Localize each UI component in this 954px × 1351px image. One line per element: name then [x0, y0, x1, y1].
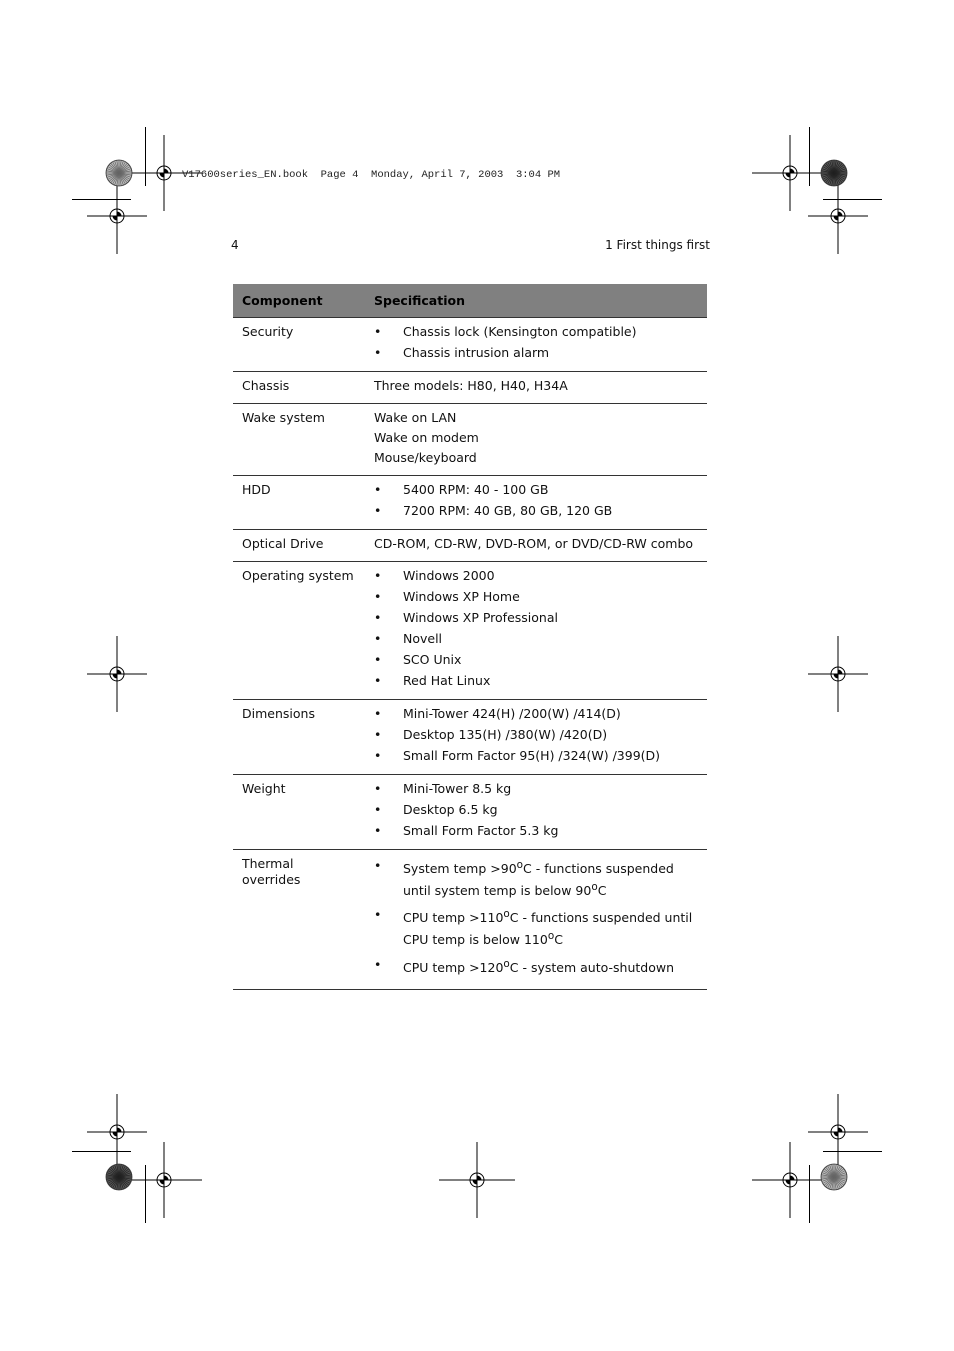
specification-cell	[365, 530, 707, 562]
list-item: • SCO Unix	[374, 650, 699, 670]
table-row	[233, 775, 707, 850]
table-body	[233, 318, 707, 850]
list-item: • Desktop 6.5 kg	[374, 800, 699, 820]
spec-line: Mouse/keyboard	[374, 450, 477, 465]
spec-line: Wake on modem	[374, 430, 479, 445]
spec-line: CD-ROM, CD-RW, DVD-ROM, or DVD/CD-RW combo	[374, 536, 694, 551]
crosshair-icon	[437, 1140, 517, 1220]
crosshair-icon	[750, 1140, 830, 1220]
degree-sup: o	[503, 957, 510, 970]
list-item: • Small Form Factor 5.3 kg	[374, 821, 699, 841]
bullet-list	[374, 480, 699, 521]
crop-line	[823, 1151, 882, 1152]
table-row	[233, 530, 707, 562]
component-cell: Optical Drive	[233, 530, 365, 562]
component-cell: Dimensions	[233, 700, 365, 775]
list-item: • 7200 RPM: 40 GB, 80 GB, 120 GB	[374, 501, 699, 521]
specification-cell	[365, 562, 707, 700]
list-item: • Windows XP Home	[374, 587, 699, 607]
crop-line	[823, 199, 882, 200]
list-item: • Windows 2000	[374, 566, 699, 586]
degree-sup: o	[591, 881, 598, 894]
crop-line	[809, 1165, 810, 1223]
thermal-label-line2: overrides	[242, 872, 301, 887]
component-cell	[233, 850, 365, 990]
print-slug: V17600series_EN.book Page 4 Monday, April 7, 2003 3:04 PM	[182, 169, 561, 181]
list-item: • Mini-Tower 8.5 kg	[374, 779, 699, 799]
component-cell: Wake system	[233, 404, 365, 476]
bullet-list	[374, 704, 699, 766]
bullet-list	[374, 779, 699, 841]
thermal-text: C	[597, 883, 607, 899]
list-item: • Chassis lock (Kensington compatible)	[374, 322, 699, 342]
specification-table	[233, 284, 707, 990]
crosshair-icon	[77, 634, 157, 714]
list-item	[374, 905, 699, 949]
component-cell: Operating system	[233, 562, 365, 700]
component-cell: HDD	[233, 476, 365, 530]
specification-cell	[365, 775, 707, 850]
specification-cell	[365, 850, 707, 990]
component-cell: Chassis	[233, 372, 365, 404]
table-row	[233, 476, 707, 530]
spec-line: Three models: H80, H40, H34A	[374, 378, 568, 393]
thermal-text: C - functions suspended until CPU temp is below 110	[403, 910, 693, 948]
table-row	[233, 318, 707, 372]
list-item: • Novell	[374, 629, 699, 649]
starburst-target-icon	[820, 159, 848, 187]
table-row	[233, 404, 707, 476]
table-row	[233, 372, 707, 404]
list-item: • 5400 RPM: 40 - 100 GB	[374, 480, 699, 500]
table-row	[233, 562, 707, 700]
list-item: • Desktop 135(H) /380(W) /420(D)	[374, 725, 699, 745]
starburst-target-icon	[105, 1163, 133, 1191]
thermal-text: C - system auto-shutdown	[509, 959, 674, 975]
crop-line	[809, 127, 810, 186]
list-item: • Red Hat Linux	[374, 671, 699, 691]
crop-line	[145, 127, 146, 186]
degree-sup: o	[503, 908, 510, 921]
table-row	[233, 850, 707, 990]
crop-line	[72, 199, 131, 200]
thermal-text: C - functions suspended until system temp is below 90	[403, 861, 674, 899]
bullet-list	[374, 856, 699, 977]
specification-cell	[365, 404, 707, 476]
thermal-text: CPU temp >120	[403, 959, 504, 975]
chapter-title: 1 First things first	[605, 238, 710, 252]
column-header-component: Component	[233, 284, 365, 318]
list-item: • Mini-Tower 424(H) /200(W) /414(D)	[374, 704, 699, 724]
list-item: • Chassis intrusion alarm	[374, 343, 699, 363]
table-header-row	[233, 284, 707, 318]
starburst-target-icon	[105, 159, 133, 187]
component-cell: Weight	[233, 775, 365, 850]
list-item	[374, 955, 699, 977]
table-row	[233, 700, 707, 775]
specification-cell	[365, 318, 707, 372]
list-item: • Windows XP Professional	[374, 608, 699, 628]
crosshair-icon	[798, 634, 878, 714]
spec-line: Wake on LAN	[374, 410, 457, 425]
list-item	[374, 856, 699, 900]
starburst-target-icon	[820, 1163, 848, 1191]
column-header-specification: Specification	[365, 284, 707, 318]
specification-cell	[365, 700, 707, 775]
crop-line	[145, 1165, 146, 1223]
degree-sup: o	[547, 930, 555, 943]
thermal-text: CPU temp >110	[403, 910, 504, 926]
crosshair-icon	[124, 1140, 204, 1220]
page-number: 4	[231, 238, 239, 252]
list-item: • Small Form Factor 95(H) /324(W) /399(D)	[374, 746, 699, 766]
bullet-list	[374, 566, 699, 691]
thermal-label-line1: Thermal	[242, 856, 294, 871]
bullet-list	[374, 322, 699, 363]
crop-line	[72, 1151, 131, 1152]
thermal-text: System temp >90	[403, 861, 517, 877]
specification-cell	[365, 476, 707, 530]
component-cell: Security	[233, 318, 365, 372]
crosshair-icon	[798, 176, 878, 256]
degree-sup: o	[516, 859, 524, 871]
crosshair-icon	[77, 176, 157, 256]
specification-cell	[365, 372, 707, 404]
thermal-text: C	[554, 932, 563, 948]
